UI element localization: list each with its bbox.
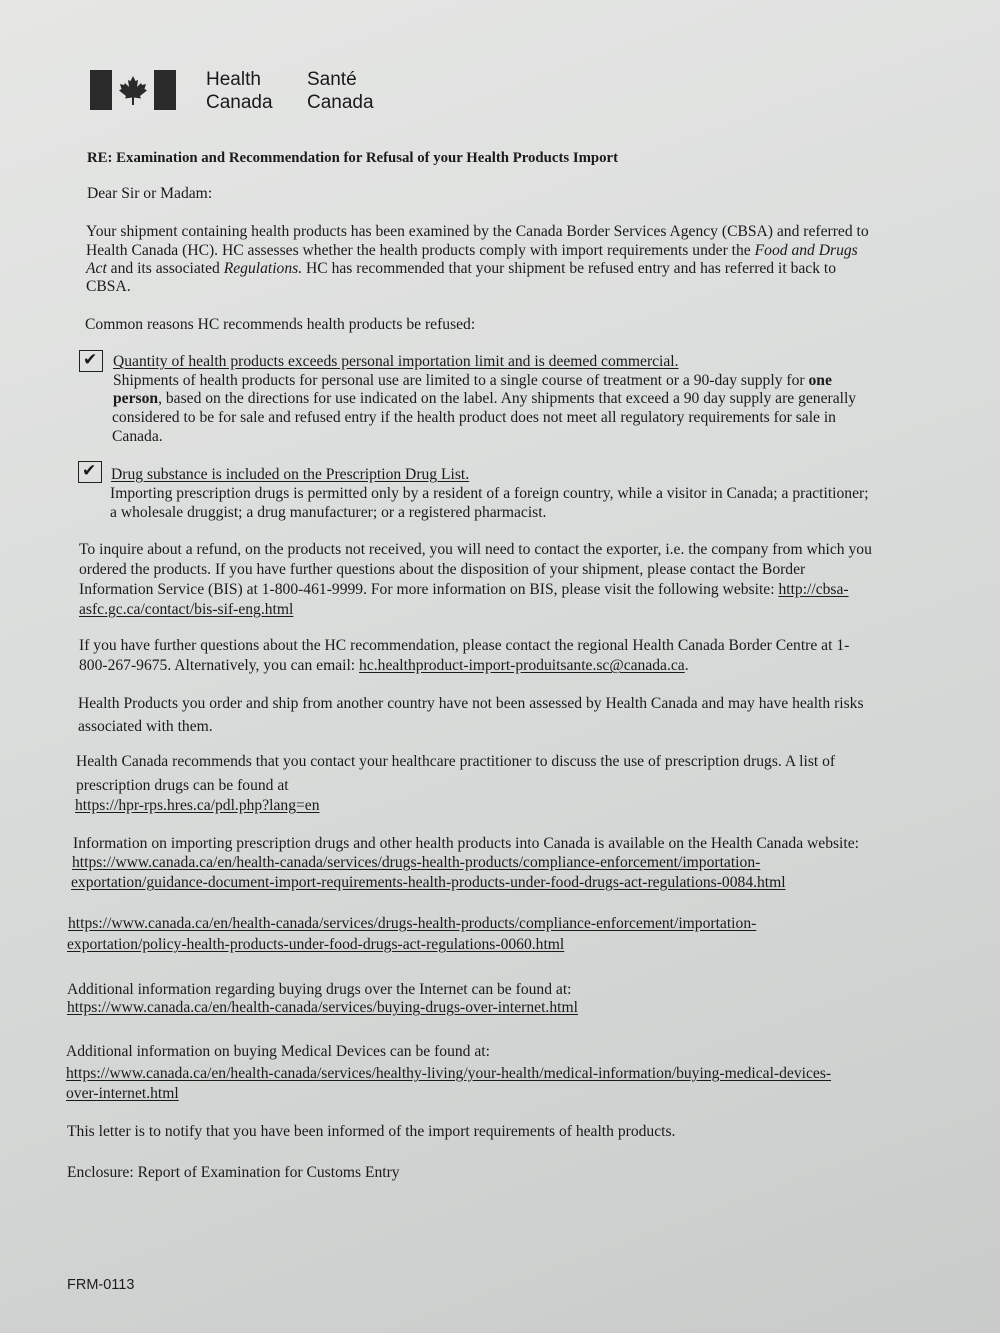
risks-line: associated with them. [78,718,213,735]
intro-line: CBSA. [86,278,131,295]
wordmark-canada-fr: Canada [307,92,374,113]
pdl-link[interactable]: https://hpr-rps.hres.ca/pdl.php?lang=en [75,797,320,814]
subject-line: RE: Examination and Recommendation for Refusal of your Health Products Import [87,150,619,166]
guidance-link[interactable]: exportation/guidance-document-import-requirements-health-products-under-food-drugs-act-regulations-0084.html [71,874,786,891]
reason1-text: considered to be for sale and refused entry if the health product does not meet all regulatory requirements for sale in [112,409,836,426]
refund-line: To inquire about a refund, on the products not received, you will need to contact the exporter, i.e. the company from which you [79,541,872,558]
refund-line: Information Service (BIS) at 1-800-461-9999. For more information on BIS, please visit the following website: http://cbsa- [79,581,849,598]
intro-line: Act and its associated Regulations. HC has recommended that your shipment be refused entry and has referred it back to [86,260,837,277]
info-line: Information on importing prescription drugs and other health products into Canada is available on the Health Canada website: [73,835,859,852]
reason2-title: Drug substance is included on the Prescription Drug List. [111,466,470,483]
salutation: Dear Sir or Madam: [87,185,213,202]
reasons-heading: Common reasons HC recommends health products be refused: [85,316,476,333]
bis-link[interactable]: asfc.gc.ca/contact/bis-sif-eng.html [79,601,294,618]
policy-link[interactable]: exportation/policy-health-products-under-food-drugs-act-regulations-0060.html [67,936,565,953]
questions-line: If you have further questions about the HC recommendation, please contact the regional Health Canada Border Centre at 1- [79,637,850,654]
reason1-title: Quantity of health products exceeds personal importation limit and is deemed commercial. [113,353,679,370]
checkmark-icon: ✔ [83,350,98,370]
flag-right-bar [154,70,176,110]
intro-line: Your shipment containing health products has been examined by the Canada Border Services Agency (CBSA) and referred to [86,223,869,240]
wordmark-health-en: Health [206,69,261,90]
refund-line: ordered the products. If you have further questions about the disposition of your shipment, please contact the Border [79,561,806,578]
policy-link[interactable]: https://www.canada.ca/en/health-canada/services/drugs-health-products/compliance-enforcement/importation- [68,915,757,932]
devices-line: Additional information on buying Medical Devices can be found at: [66,1043,490,1060]
recommend-line: Health Canada recommends that you contact your healthcare practitioner to discuss the use of prescription drugs. A list of [76,753,836,770]
form-number: FRM-0113 [67,1277,135,1293]
guidance-link[interactable]: https://www.canada.ca/en/health-canada/services/drugs-health-products/compliance-enforcement/importation- [72,854,761,871]
risks-line: Health Products you order and ship from another country have not been assessed by Health Canada and may have health risks [78,695,864,712]
reason1-text: person, based on the directions for use indicated on the label. Any shipments that exceed a 90 day supply are generally [113,390,857,407]
reason1-text: Canada. [112,428,163,445]
email-link[interactable]: hc.healthproduct-import-produitsante.sc@canada.ca [359,657,685,674]
canada-flag-logo [90,70,176,110]
buying-drugs-link[interactable]: https://www.canada.ca/en/health-canada/services/buying-drugs-over-internet.html [67,999,578,1016]
wordmark-health-fr: Santé [307,69,357,90]
bis-link[interactable]: http://cbsa- [778,581,849,598]
intro-line: Health Canada (HC). HC assesses whether the health products comply with import requirements under the Food and Drugs [86,242,858,259]
checkmark-icon: ✔ [82,461,97,481]
reason2-text: Importing prescription drugs is permitted only by a resident of a foreign country, while a visitor in Canada; a practitioner; [110,485,869,502]
recommend-line: prescription drugs can be found at [76,777,289,794]
reason1-text: Shipments of health products for personal use are limited to a single course of treatment or a 90-day supply for one [113,372,832,389]
internet-line: Additional information regarding buying drugs over the Internet can be found at: [67,981,572,998]
wordmark-canada-en: Canada [206,92,273,113]
questions-line: 800-267-9675. Alternatively, you can email: hc.healthproduct-import-produitsante.sc@canada.ca. [79,657,689,674]
maple-leaf-icon [114,70,152,110]
notify-line: This letter is to notify that you have been informed of the import requirements of health products. [67,1123,676,1140]
reason2-checkbox [78,461,102,483]
flag-left-bar [90,70,112,110]
reason2-text: a wholesale druggist; a drug manufacturer; or a registered pharmacist. [110,504,547,521]
medical-devices-link[interactable]: https://www.canada.ca/en/health-canada/services/healthy-living/your-health/medical-information/buying-medical-devices- [66,1065,832,1082]
reason1-checkbox [79,350,103,372]
enclosure-line: Enclosure: Report of Examination for Customs Entry [67,1164,400,1181]
medical-devices-link[interactable]: over-internet.html [66,1085,179,1102]
